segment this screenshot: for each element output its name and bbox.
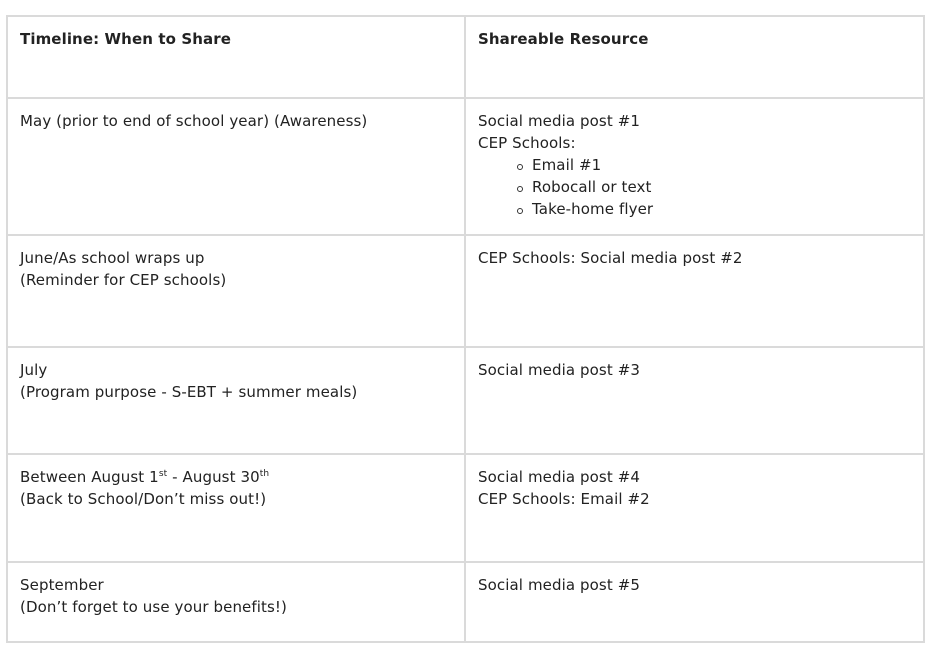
timeline-text: May (prior to end of school year) (Awareness) <box>20 112 368 130</box>
resource-text: CEP Schools: Email #2 <box>478 490 650 508</box>
timeline-text: June/As school wraps up <box>20 249 205 267</box>
timeline-note: (Program purpose - S-EBT + summer meals) <box>20 383 358 401</box>
table-row <box>7 98 924 235</box>
table-row <box>7 347 924 454</box>
resource-text: Social media post #4 <box>478 468 641 486</box>
timeline-note: (Reminder for CEP schools) <box>20 271 227 289</box>
resource-text: CEP Schools: <box>478 134 576 152</box>
resource-text: Social media post #5 <box>478 576 641 594</box>
header-resource: Shareable Resource <box>465 16 924 98</box>
resource-cell <box>465 562 924 642</box>
resource-sublist <box>478 154 911 220</box>
resource-cell <box>465 98 924 235</box>
timeline-note: (Don’t forget to use your benefits!) <box>20 598 288 616</box>
timeline-note: (Back to School/Don’t miss out!) <box>20 490 267 508</box>
table-row <box>7 454 924 562</box>
timeline-text: Between August 1st - August 30th <box>20 468 270 486</box>
list-item: Take-home flyer <box>532 198 911 220</box>
list-item: Robocall or text <box>532 176 911 198</box>
resource-cell <box>465 347 924 454</box>
timeline-cell <box>7 562 465 642</box>
resource-text: Social media post #1 <box>478 112 641 130</box>
resource-timeline-table <box>6 15 925 643</box>
timeline-text: September <box>20 576 104 594</box>
table-row <box>7 562 924 642</box>
list-item: Email #1 <box>532 154 911 176</box>
timeline-cell <box>7 235 465 347</box>
resource-cell <box>465 454 924 562</box>
table-header-row <box>7 16 924 98</box>
resource-cell <box>465 235 924 347</box>
timeline-text: July <box>20 361 48 379</box>
timeline-cell <box>7 454 465 562</box>
timeline-cell <box>7 98 465 235</box>
table-row <box>7 235 924 347</box>
resource-text: CEP Schools: Social media post #2 <box>478 249 743 267</box>
timeline-cell <box>7 347 465 454</box>
resource-text: Social media post #3 <box>478 361 641 379</box>
header-timeline: Timeline: When to Share <box>7 16 465 98</box>
